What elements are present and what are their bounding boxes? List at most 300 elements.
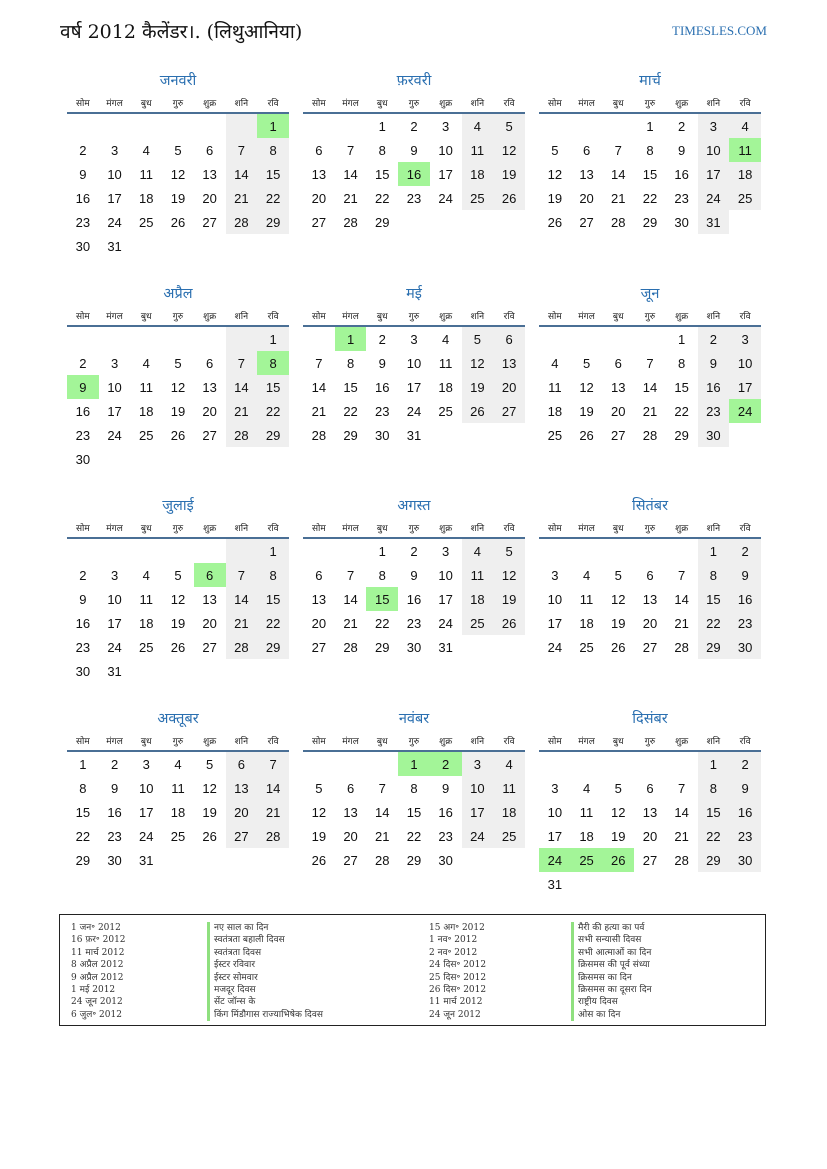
- day-cell[interactable]: 23: [75, 427, 91, 443]
- day-cell[interactable]: 3: [698, 113, 730, 138]
- day-cell[interactable]: 23: [375, 403, 390, 419]
- day-cell[interactable]: 22: [343, 403, 358, 419]
- day-cell[interactable]: 1: [378, 543, 386, 559]
- day-cell[interactable]: 7: [346, 142, 355, 158]
- day-cell[interactable]: 11: [438, 355, 453, 371]
- day-cell[interactable]: 12: [462, 351, 494, 375]
- day-cell[interactable]: 7: [678, 567, 686, 583]
- day-cell[interactable]: 31: [139, 852, 154, 868]
- day-cell[interactable]: 12: [493, 138, 525, 162]
- day-cell[interactable]: 8: [79, 780, 87, 796]
- day-cell[interactable]: 25: [438, 403, 453, 419]
- day-cell[interactable]: 3: [110, 355, 119, 371]
- day-cell[interactable]: 4: [442, 331, 450, 347]
- day-cell[interactable]: 13: [611, 379, 626, 395]
- day-cell[interactable]: 28: [226, 210, 258, 234]
- day-cell[interactable]: 5: [582, 355, 591, 371]
- day-cell[interactable]: 19: [170, 615, 186, 631]
- day-cell[interactable]: 20: [202, 190, 217, 206]
- day-cell[interactable]: 30: [375, 427, 390, 443]
- day-cell[interactable]: 30: [75, 663, 91, 679]
- day-cell[interactable]: 26: [202, 828, 217, 844]
- day-cell[interactable]: 2: [79, 142, 87, 158]
- day-cell[interactable]: 20: [642, 615, 658, 631]
- day-cell[interactable]: 24: [547, 639, 563, 655]
- day-cell[interactable]: 17: [438, 591, 453, 607]
- day-cell[interactable]: 18: [493, 800, 525, 824]
- day-cell[interactable]: 6: [582, 142, 591, 158]
- day-cell[interactable]: 20: [202, 615, 217, 631]
- day-cell[interactable]: 26: [462, 399, 494, 423]
- day-cell[interactable]: 23: [75, 214, 91, 230]
- day-cell[interactable]: 17: [438, 166, 453, 182]
- day-cell[interactable]: 29: [257, 210, 289, 234]
- day-cell[interactable]: 14: [257, 776, 289, 800]
- day-cell[interactable]: 27: [343, 852, 358, 868]
- day-cell[interactable]: 21: [642, 403, 658, 419]
- day-cell[interactable]: 5: [206, 756, 214, 772]
- day-cell[interactable]: 25: [493, 824, 525, 848]
- day-cell[interactable]: 24: [729, 399, 761, 423]
- day-cell[interactable]: 10: [438, 567, 453, 583]
- day-cell[interactable]: 3: [551, 780, 559, 796]
- day-cell[interactable]: 5: [614, 780, 622, 796]
- day-cell[interactable]: 4: [582, 780, 591, 796]
- day-cell[interactable]: 18: [579, 615, 594, 631]
- day-cell[interactable]: 29: [257, 423, 289, 447]
- day-cell[interactable]: 18: [579, 828, 594, 844]
- day-cell[interactable]: 21: [226, 611, 258, 635]
- day-cell[interactable]: 30: [406, 639, 422, 655]
- day-cell[interactable]: 28: [343, 214, 358, 230]
- day-cell[interactable]: 19: [611, 828, 626, 844]
- day-cell[interactable]: 30: [729, 635, 761, 659]
- day-cell[interactable]: 22: [674, 403, 689, 419]
- day-cell[interactable]: 16: [674, 166, 689, 182]
- day-cell[interactable]: 20: [202, 403, 217, 419]
- day-cell[interactable]: 18: [170, 804, 186, 820]
- day-cell[interactable]: 18: [462, 162, 494, 186]
- day-cell[interactable]: 6: [315, 142, 323, 158]
- day-cell[interactable]: 17: [406, 379, 422, 395]
- day-cell[interactable]: 4: [582, 567, 591, 583]
- day-cell[interactable]: 1: [398, 751, 430, 776]
- day-cell[interactable]: 12: [611, 591, 626, 607]
- day-cell[interactable]: 14: [311, 379, 327, 395]
- day-cell[interactable]: 25: [139, 214, 154, 230]
- day-cell[interactable]: 15: [257, 587, 289, 611]
- day-cell[interactable]: 11: [579, 804, 594, 820]
- day-cell[interactable]: 2: [79, 567, 87, 583]
- day-cell[interactable]: 25: [462, 186, 494, 210]
- day-cell[interactable]: 3: [729, 326, 761, 351]
- day-cell[interactable]: 7: [614, 142, 622, 158]
- day-cell[interactable]: 11: [171, 780, 185, 796]
- day-cell[interactable]: 22: [406, 828, 422, 844]
- day-cell[interactable]: 18: [462, 587, 494, 611]
- day-cell[interactable]: 15: [257, 162, 289, 186]
- day-cell[interactable]: 7: [226, 563, 258, 587]
- day-cell[interactable]: 15: [698, 587, 730, 611]
- day-cell[interactable]: 29: [406, 852, 422, 868]
- day-cell[interactable]: 10: [698, 138, 730, 162]
- day-cell[interactable]: 21: [611, 190, 626, 206]
- day-cell[interactable]: 6: [614, 355, 622, 371]
- day-cell[interactable]: 3: [462, 751, 494, 776]
- day-cell[interactable]: 16: [75, 403, 91, 419]
- day-cell[interactable]: 2: [729, 538, 761, 563]
- day-cell[interactable]: 10: [547, 591, 563, 607]
- day-cell[interactable]: 14: [375, 804, 390, 820]
- day-cell[interactable]: 11: [139, 379, 153, 395]
- day-cell[interactable]: 20: [611, 403, 626, 419]
- day-cell[interactable]: 26: [493, 611, 525, 635]
- day-cell[interactable]: 17: [139, 804, 154, 820]
- day-cell[interactable]: 19: [202, 804, 217, 820]
- day-cell[interactable]: 15: [674, 379, 689, 395]
- day-cell[interactable]: 17: [107, 403, 122, 419]
- day-cell[interactable]: 1: [698, 751, 730, 776]
- day-cell[interactable]: 11: [462, 563, 494, 587]
- day-cell[interactable]: 19: [547, 190, 563, 206]
- day-cell[interactable]: 27: [493, 399, 525, 423]
- day-cell[interactable]: 18: [139, 615, 154, 631]
- day-cell[interactable]: 18: [547, 403, 563, 419]
- day-cell[interactable]: 7: [226, 351, 258, 375]
- day-cell[interactable]: 2: [79, 355, 87, 371]
- day-cell[interactable]: 23: [406, 615, 422, 631]
- day-cell[interactable]: 28: [674, 852, 689, 868]
- day-cell[interactable]: 8: [378, 142, 386, 158]
- day-cell[interactable]: 24: [107, 427, 122, 443]
- day-cell[interactable]: 19: [170, 190, 186, 206]
- day-cell[interactable]: 23: [438, 828, 453, 844]
- day-cell[interactable]: 8: [257, 351, 289, 375]
- day-cell[interactable]: 16: [729, 800, 761, 824]
- day-cell[interactable]: 31: [107, 238, 122, 254]
- day-cell[interactable]: 2: [698, 326, 730, 351]
- day-cell[interactable]: 8: [378, 567, 386, 583]
- day-cell[interactable]: 12: [493, 563, 525, 587]
- day-cell[interactable]: 29: [375, 214, 390, 230]
- day-cell[interactable]: 18: [139, 190, 154, 206]
- day-cell[interactable]: 20: [579, 190, 594, 206]
- day-cell[interactable]: 9: [729, 776, 761, 800]
- day-cell[interactable]: 21: [674, 615, 689, 631]
- day-cell[interactable]: 13: [311, 591, 327, 607]
- day-cell[interactable]: 23: [75, 639, 91, 655]
- day-cell[interactable]: 7: [257, 751, 289, 776]
- day-cell[interactable]: 11: [729, 138, 761, 162]
- day-cell[interactable]: 9: [79, 166, 87, 182]
- day-cell[interactable]: 28: [311, 427, 327, 443]
- day-cell[interactable]: 15: [257, 375, 289, 399]
- day-cell[interactable]: 29: [698, 635, 730, 659]
- day-cell[interactable]: 30: [729, 848, 761, 872]
- day-cell[interactable]: 15: [642, 166, 658, 182]
- day-cell[interactable]: 9: [79, 591, 87, 607]
- day-cell[interactable]: 8: [257, 138, 289, 162]
- day-cell[interactable]: 15: [343, 379, 358, 395]
- day-cell[interactable]: 30: [107, 852, 122, 868]
- day-cell[interactable]: 10: [107, 166, 122, 182]
- day-cell[interactable]: 25: [170, 828, 186, 844]
- day-cell[interactable]: 27: [611, 427, 626, 443]
- day-cell[interactable]: 7: [678, 780, 686, 796]
- day-cell[interactable]: 20: [226, 800, 258, 824]
- day-cell[interactable]: 9: [110, 780, 119, 796]
- day-cell[interactable]: 9: [67, 375, 99, 399]
- site-link[interactable]: TIMESLES.COM: [672, 23, 767, 38]
- day-cell[interactable]: 11: [493, 776, 525, 800]
- day-cell[interactable]: 5: [315, 780, 323, 796]
- day-cell[interactable]: 5: [493, 113, 525, 138]
- day-cell[interactable]: 15: [698, 800, 730, 824]
- day-cell[interactable]: 13: [226, 776, 258, 800]
- day-cell[interactable]: 2: [729, 751, 761, 776]
- day-cell[interactable]: 22: [375, 190, 390, 206]
- day-cell[interactable]: 22: [642, 190, 658, 206]
- day-cell[interactable]: 27: [202, 214, 217, 230]
- day-cell[interactable]: 23: [674, 190, 689, 206]
- day-cell[interactable]: 16: [75, 190, 91, 206]
- day-cell[interactable]: 30: [75, 451, 91, 467]
- day-cell[interactable]: 5: [462, 326, 494, 351]
- day-cell[interactable]: 27: [311, 214, 327, 230]
- day-cell[interactable]: 4: [142, 355, 150, 371]
- day-cell[interactable]: 4: [142, 567, 150, 583]
- day-cell[interactable]: 28: [375, 852, 390, 868]
- day-cell[interactable]: 9: [410, 567, 418, 583]
- day-cell[interactable]: 12: [611, 804, 626, 820]
- day-cell[interactable]: 8: [678, 355, 686, 371]
- day-cell[interactable]: 25: [571, 848, 603, 872]
- day-cell[interactable]: 4: [142, 142, 150, 158]
- day-cell[interactable]: 13: [311, 166, 327, 182]
- day-cell[interactable]: 29: [642, 214, 658, 230]
- day-cell[interactable]: 13: [202, 591, 217, 607]
- day-cell[interactable]: 12: [170, 591, 186, 607]
- day-cell[interactable]: 5: [174, 355, 182, 371]
- day-cell[interactable]: 13: [493, 351, 525, 375]
- day-cell[interactable]: 28: [642, 427, 658, 443]
- day-cell[interactable]: 12: [202, 780, 217, 796]
- day-cell[interactable]: 28: [674, 639, 689, 655]
- day-cell[interactable]: 24: [406, 403, 422, 419]
- day-cell[interactable]: 1: [678, 331, 686, 347]
- day-cell[interactable]: 7: [378, 780, 386, 796]
- day-cell[interactable]: 2: [410, 543, 418, 559]
- day-cell[interactable]: 11: [139, 166, 153, 182]
- day-cell[interactable]: 24: [438, 615, 453, 631]
- day-cell[interactable]: 4: [462, 538, 494, 563]
- day-cell[interactable]: 28: [611, 214, 626, 230]
- day-cell[interactable]: 8: [698, 776, 730, 800]
- day-cell[interactable]: 3: [442, 118, 450, 134]
- day-cell[interactable]: 27: [579, 214, 594, 230]
- day-cell[interactable]: 3: [442, 543, 450, 559]
- day-cell[interactable]: 10: [107, 379, 122, 395]
- day-cell[interactable]: 1: [257, 538, 289, 563]
- day-cell[interactable]: 27: [642, 639, 658, 655]
- day-cell[interactable]: 2: [110, 756, 119, 772]
- day-cell[interactable]: 20: [311, 615, 327, 631]
- day-cell[interactable]: 10: [729, 351, 761, 375]
- day-cell[interactable]: 7: [315, 355, 323, 371]
- day-cell[interactable]: 26: [311, 852, 327, 868]
- day-cell[interactable]: 27: [202, 427, 217, 443]
- day-cell[interactable]: 26: [547, 214, 563, 230]
- day-cell[interactable]: 10: [406, 355, 422, 371]
- day-cell[interactable]: 6: [646, 780, 654, 796]
- day-cell[interactable]: 1: [378, 118, 386, 134]
- day-cell[interactable]: 12: [311, 804, 327, 820]
- day-cell[interactable]: 29: [375, 639, 390, 655]
- day-cell[interactable]: 18: [438, 379, 453, 395]
- day-cell[interactable]: 30: [438, 852, 453, 868]
- day-cell[interactable]: 22: [75, 828, 91, 844]
- day-cell[interactable]: 23: [729, 611, 761, 635]
- day-cell[interactable]: 20: [311, 190, 327, 206]
- day-cell[interactable]: 16: [698, 375, 730, 399]
- day-cell[interactable]: 23: [107, 828, 122, 844]
- day-cell[interactable]: 10: [438, 142, 453, 158]
- day-cell[interactable]: 24: [539, 848, 571, 872]
- day-cell[interactable]: 12: [547, 166, 563, 182]
- day-cell[interactable]: 14: [226, 162, 258, 186]
- day-cell[interactable]: 5: [493, 538, 525, 563]
- day-cell[interactable]: 17: [547, 828, 563, 844]
- day-cell[interactable]: 13: [579, 166, 594, 182]
- day-cell[interactable]: 26: [602, 848, 634, 872]
- day-cell[interactable]: 4: [551, 355, 559, 371]
- day-cell[interactable]: 27: [311, 639, 327, 655]
- day-cell[interactable]: 2: [378, 331, 386, 347]
- day-cell[interactable]: 11: [462, 138, 494, 162]
- day-cell[interactable]: 3: [142, 756, 150, 772]
- day-cell[interactable]: 24: [139, 828, 154, 844]
- day-cell[interactable]: 21: [674, 828, 689, 844]
- day-cell[interactable]: 18: [139, 403, 154, 419]
- day-cell[interactable]: 2: [410, 118, 418, 134]
- day-cell[interactable]: 14: [343, 166, 358, 182]
- day-cell[interactable]: 7: [646, 355, 654, 371]
- day-cell[interactable]: 19: [311, 828, 327, 844]
- day-cell[interactable]: 10: [139, 780, 154, 796]
- day-cell[interactable]: 14: [674, 804, 689, 820]
- day-cell[interactable]: 31: [107, 663, 122, 679]
- day-cell[interactable]: 26: [493, 186, 525, 210]
- day-cell[interactable]: 4: [462, 113, 494, 138]
- day-cell[interactable]: 13: [642, 804, 658, 820]
- day-cell[interactable]: 15: [366, 587, 398, 611]
- day-cell[interactable]: 12: [579, 379, 594, 395]
- day-cell[interactable]: 9: [378, 355, 386, 371]
- day-cell[interactable]: 25: [547, 427, 563, 443]
- day-cell[interactable]: 18: [729, 162, 761, 186]
- day-cell[interactable]: 8: [646, 142, 654, 158]
- day-cell[interactable]: 16: [438, 804, 453, 820]
- day-cell[interactable]: 21: [226, 186, 258, 210]
- day-cell[interactable]: 8: [257, 563, 289, 587]
- day-cell[interactable]: 19: [611, 615, 626, 631]
- day-cell[interactable]: 1: [646, 118, 654, 134]
- day-cell[interactable]: 7: [226, 138, 258, 162]
- day-cell[interactable]: 8: [698, 563, 730, 587]
- day-cell[interactable]: 5: [551, 142, 559, 158]
- day-cell[interactable]: 21: [226, 399, 258, 423]
- day-cell[interactable]: 30: [75, 238, 91, 254]
- day-cell[interactable]: 24: [698, 186, 730, 210]
- day-cell[interactable]: 21: [343, 615, 358, 631]
- day-cell[interactable]: 25: [729, 186, 761, 210]
- day-cell[interactable]: 29: [343, 427, 358, 443]
- day-cell[interactable]: 17: [107, 615, 122, 631]
- day-cell[interactable]: 16: [406, 591, 422, 607]
- day-cell[interactable]: 28: [343, 639, 358, 655]
- day-cell[interactable]: 26: [170, 639, 186, 655]
- day-cell[interactable]: 19: [493, 162, 525, 186]
- day-cell[interactable]: 27: [226, 824, 258, 848]
- day-cell[interactable]: 23: [406, 190, 422, 206]
- day-cell[interactable]: 10: [107, 591, 122, 607]
- day-cell[interactable]: 6: [315, 567, 323, 583]
- day-cell[interactable]: 8: [346, 355, 355, 371]
- day-cell[interactable]: 21: [343, 190, 358, 206]
- day-cell[interactable]: 7: [346, 567, 355, 583]
- day-cell[interactable]: 1: [698, 538, 730, 563]
- day-cell[interactable]: 1: [257, 326, 289, 351]
- day-cell[interactable]: 21: [257, 800, 289, 824]
- day-cell[interactable]: 22: [257, 186, 289, 210]
- day-cell[interactable]: 14: [226, 375, 258, 399]
- day-cell[interactable]: 11: [548, 379, 562, 395]
- day-cell[interactable]: 4: [493, 751, 525, 776]
- day-cell[interactable]: 28: [257, 824, 289, 848]
- day-cell[interactable]: 10: [547, 804, 563, 820]
- day-cell[interactable]: 5: [174, 567, 182, 583]
- day-cell[interactable]: 29: [75, 852, 91, 868]
- day-cell[interactable]: 25: [139, 639, 154, 655]
- day-cell[interactable]: 6: [194, 563, 226, 587]
- day-cell[interactable]: 8: [410, 780, 418, 796]
- day-cell[interactable]: 19: [579, 403, 594, 419]
- day-cell[interactable]: 19: [170, 403, 186, 419]
- day-cell[interactable]: 15: [75, 804, 91, 820]
- day-cell[interactable]: 23: [729, 824, 761, 848]
- day-cell[interactable]: 31: [698, 210, 730, 234]
- day-cell[interactable]: 24: [438, 190, 453, 206]
- day-cell[interactable]: 26: [170, 427, 186, 443]
- day-cell[interactable]: 22: [698, 824, 730, 848]
- day-cell[interactable]: 14: [226, 587, 258, 611]
- day-cell[interactable]: 9: [729, 563, 761, 587]
- day-cell[interactable]: 11: [579, 591, 594, 607]
- day-cell[interactable]: 17: [729, 375, 761, 399]
- day-cell[interactable]: 2: [678, 118, 686, 134]
- day-cell[interactable]: 26: [611, 639, 626, 655]
- day-cell[interactable]: 13: [343, 804, 358, 820]
- day-cell[interactable]: 6: [646, 567, 654, 583]
- day-cell[interactable]: 20: [493, 375, 525, 399]
- day-cell[interactable]: 12: [170, 166, 186, 182]
- day-cell[interactable]: 30: [674, 214, 689, 230]
- day-cell[interactable]: 28: [226, 635, 258, 659]
- day-cell[interactable]: 13: [642, 591, 658, 607]
- day-cell[interactable]: 1: [257, 113, 289, 138]
- day-cell[interactable]: 30: [698, 423, 730, 447]
- day-cell[interactable]: 9: [678, 142, 686, 158]
